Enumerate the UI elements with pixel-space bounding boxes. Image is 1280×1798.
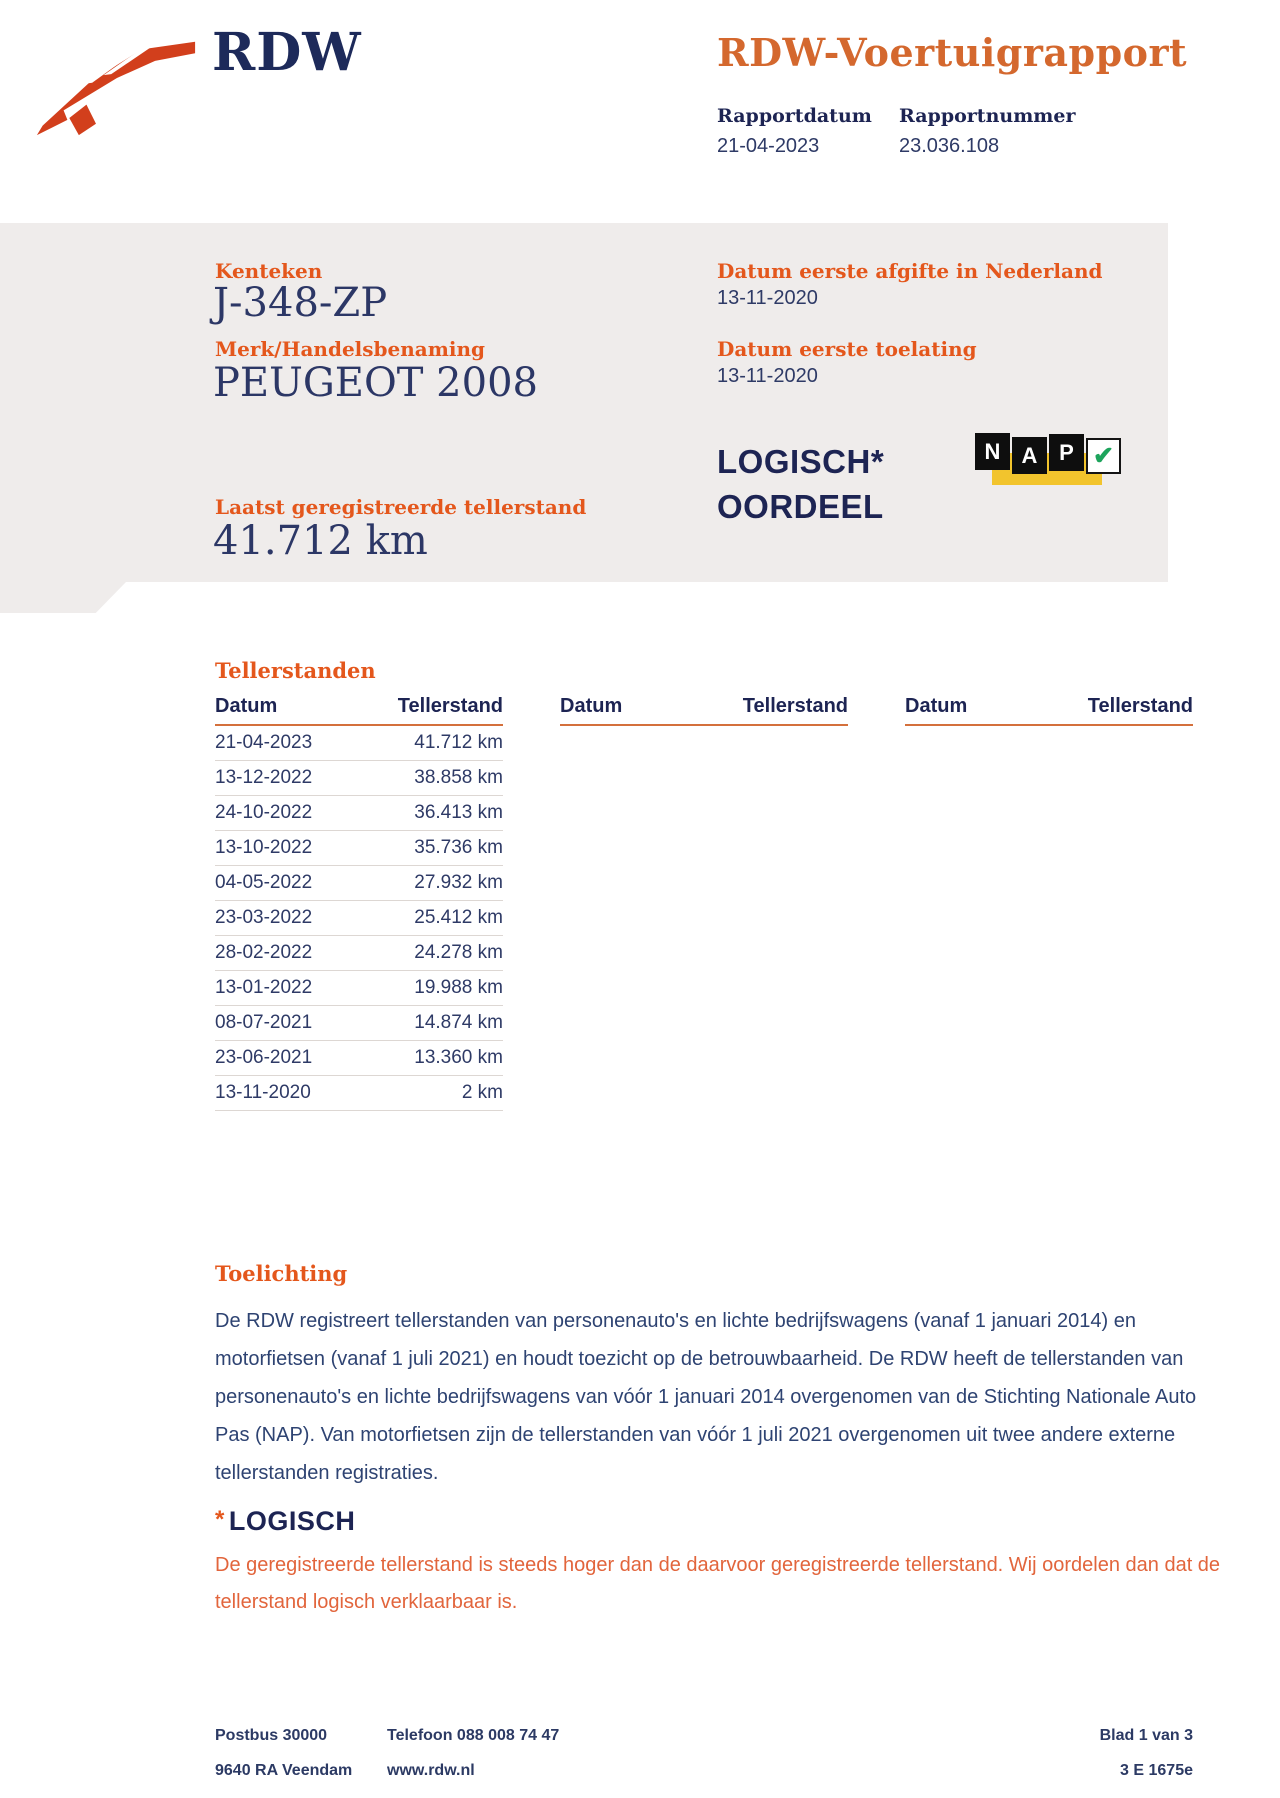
nap-checkmark-icon: ✔: [1086, 438, 1121, 474]
footer-phone: Telefoon 088 008 74 47: [387, 1727, 560, 1744]
summary-box-tail: [0, 582, 126, 613]
row-date: 13-10-2022: [215, 837, 313, 858]
row-date: 21-04-2023: [215, 732, 313, 753]
report-number-label: Rapportnummer: [899, 105, 1076, 127]
report-header: [0, 0, 1280, 223]
table-header-row: [215, 695, 503, 726]
oordeel-text: [717, 439, 884, 529]
row-odometer: 25.412 km: [414, 907, 503, 928]
footer-contact: [387, 1718, 1100, 1788]
tellerstanden-heading: Tellerstanden: [215, 658, 376, 683]
page-footer: [215, 1718, 1193, 1788]
eerste-toelating-label: Datum eerste toelating: [717, 337, 977, 361]
row-date: 28-02-2022: [215, 942, 313, 963]
kenteken-value: J-348-ZP: [213, 280, 388, 326]
row-odometer: 36.413 km: [414, 802, 503, 823]
laatste-tellerstand-value: 41.712 km: [213, 518, 428, 564]
row-odometer: 2 km: [461, 1082, 503, 1103]
row-odometer: 19.988 km: [414, 977, 503, 998]
laatste-tellerstand-label: Laatst geregistreerde tellerstand: [215, 495, 587, 519]
footer-postbus: Postbus 30000: [215, 1727, 328, 1744]
footer-city: 9640 RA Veendam: [215, 1762, 353, 1779]
table-row: [215, 936, 503, 971]
row-odometer: 13.360 km: [414, 1047, 503, 1068]
table-row: [215, 831, 503, 866]
row-odometer: 27.932 km: [414, 872, 503, 893]
table-row: [215, 866, 503, 901]
row-odometer: 38.858 km: [414, 767, 503, 788]
table-row: [215, 1006, 503, 1041]
footer-form-code: 3 E 1675e: [1120, 1762, 1193, 1779]
report-date-value: 21-04-2023: [717, 135, 820, 157]
row-date: 23-06-2021: [215, 1047, 313, 1068]
report-number-block: [899, 105, 1081, 158]
table-header-row: [905, 695, 1193, 726]
report-header-right: [717, 30, 1237, 158]
nap-logo: [975, 433, 1114, 487]
nap-letter-a: A: [1012, 437, 1047, 474]
report-number-value: 23.036.108: [899, 135, 1000, 157]
table-row: [215, 971, 503, 1006]
kenteken-label: Kenteken: [215, 259, 323, 283]
table-row: [215, 1076, 503, 1111]
row-date: 13-11-2020: [215, 1082, 311, 1103]
row-date: 04-05-2022: [215, 872, 313, 893]
table-body: [215, 726, 503, 1111]
col-header-tellerstand: Tellerstand: [1087, 695, 1193, 717]
merk-value: PEUGEOT 2008: [213, 360, 538, 406]
merk-label: Merk/Handelsbenaming: [215, 337, 486, 361]
row-odometer: 14.874 km: [414, 1012, 503, 1033]
judgement-text: De geregistreerde tellerstand is steeds hoger dan de daarvoor geregistreerde tellerstand. Wij oordelen dan dat de tellerstand logisch verklaarbaar is.: [215, 1554, 1221, 1613]
judgement-heading: [215, 1506, 1225, 1537]
toelichting-body: De RDW registreert tellerstanden van personenauto's en lichte bedrijfswagens (vanaf 1 januari 2014) en motorfietsen (vanaf 1 juli 2021) en houdt toezicht op de betrouwbaarheid. De RDW heeft de tellerstanden van personenauto's en lichte bedrijfswagens van vóór 1 januari 2014 overgenomen van de Stichting Nationale Auto Pas (NAP). Van motorfietsen zijn de tellerstanden van vóór 1 juli 2021 overgenomen uit twee andere externe tellerstanden registraties.: [215, 1310, 1197, 1484]
report-date-label: Rapportdatum: [717, 105, 872, 127]
eerste-afgifte-label: Datum eerste afgifte in Nederland: [717, 259, 1103, 283]
nap-letter-n: N: [975, 433, 1010, 470]
page-title: RDW-Voertuigrapport: [717, 30, 1188, 75]
footer-address: [215, 1718, 387, 1788]
oordeel-line2: OORDEEL: [717, 488, 884, 525]
row-odometer: 41.712 km: [414, 732, 503, 753]
row-date: 13-01-2022: [215, 977, 313, 998]
tellerstanden-table: [215, 695, 1193, 1111]
table-row: [215, 1041, 503, 1076]
tellerstanden-section: [215, 658, 1193, 1111]
table-row: [215, 761, 503, 796]
eerste-toelating-value: 13-11-2020: [717, 365, 818, 387]
col-header-tellerstand: Tellerstand: [397, 695, 503, 717]
brand-wordmark: RDW: [212, 22, 362, 83]
judgement-title: LOGISCH: [228, 1506, 356, 1536]
col-header-datum: Datum: [560, 695, 623, 717]
row-date: 23-03-2022: [215, 907, 313, 928]
table-group-3: [905, 695, 1193, 1111]
oordeel-line1: LOGISCH*: [717, 443, 885, 480]
table-header-row: [560, 695, 848, 726]
table-row: [215, 901, 503, 936]
report-date-block: [717, 105, 899, 158]
table-group-1: [215, 695, 503, 1111]
rdw-logo-icon: [35, 36, 197, 140]
vehicle-summary-box: [0, 223, 1168, 582]
table-row: [215, 726, 503, 761]
row-date: 24-10-2022: [215, 802, 313, 823]
footer-page-number: Blad 1 van 3: [1099, 1727, 1193, 1744]
col-header-datum: Datum: [215, 695, 278, 717]
row-date: 13-12-2022: [215, 767, 313, 788]
footer-page-info: [1100, 1718, 1193, 1788]
toelichting-section: [215, 1261, 1225, 1621]
row-date: 08-07-2021: [215, 1012, 313, 1033]
report-meta: [717, 105, 1237, 158]
col-header-tellerstand: Tellerstand: [742, 695, 848, 717]
nap-letter-p: P: [1049, 434, 1084, 471]
table-row: [215, 796, 503, 831]
col-header-datum: Datum: [905, 695, 968, 717]
row-odometer: 24.278 km: [414, 942, 503, 963]
row-odometer: 35.736 km: [414, 837, 503, 858]
toelichting-heading: Toelichting: [215, 1261, 348, 1286]
asterisk-mark: *: [215, 1506, 225, 1533]
table-group-2: [560, 695, 848, 1111]
eerste-afgifte-value: 13-11-2020: [717, 287, 818, 309]
footer-website: www.rdw.nl: [387, 1762, 475, 1779]
